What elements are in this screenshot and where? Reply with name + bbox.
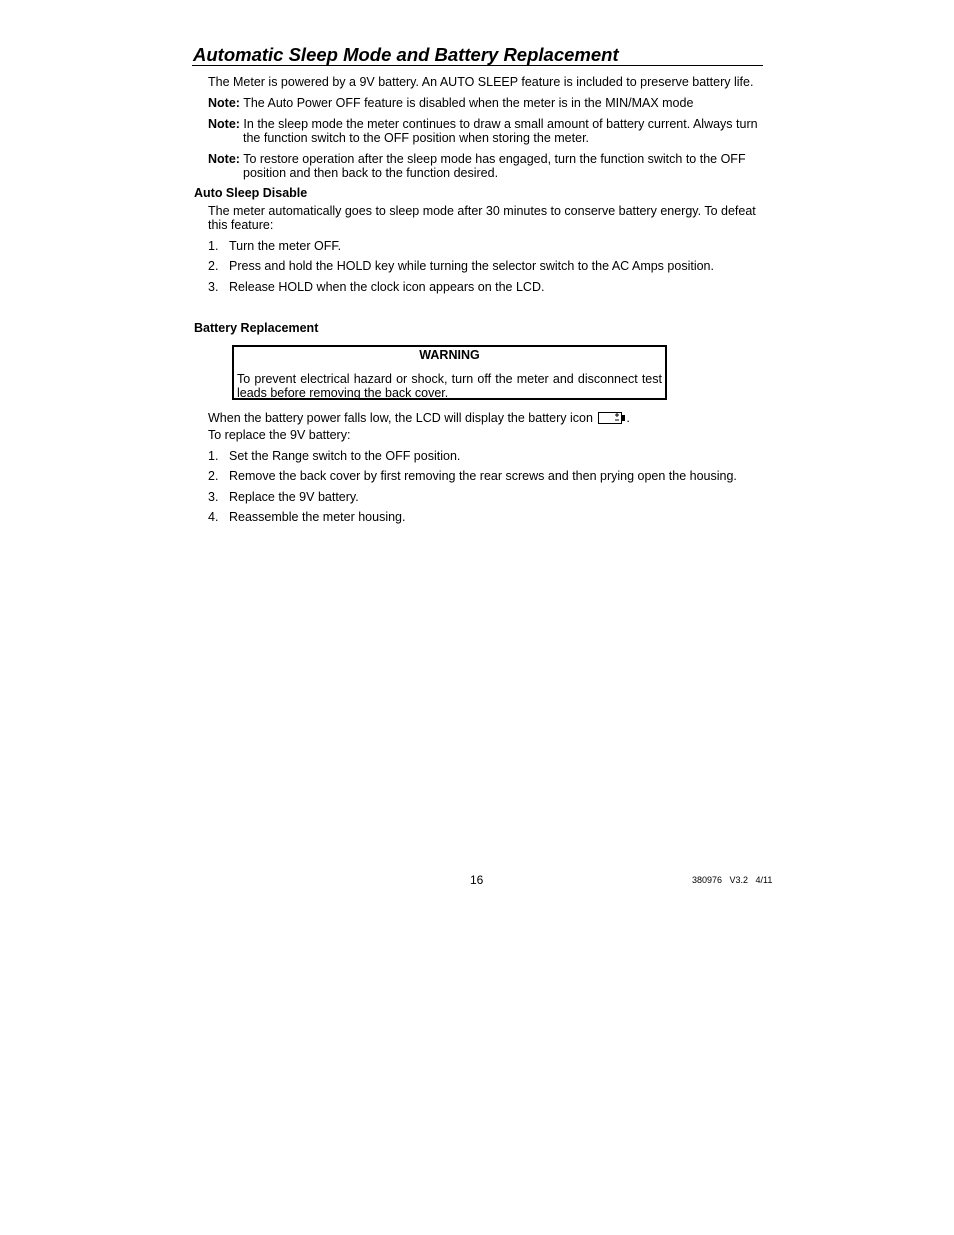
list-item	[208, 239, 768, 253]
list-item	[208, 469, 768, 483]
battery-low-text	[208, 411, 763, 428]
battery-low-end: .	[626, 411, 630, 425]
list-text: Set the Range switch to the OFF position.	[229, 449, 461, 463]
note-restore	[208, 152, 763, 180]
document-code: 380976 V3.2 4/11	[692, 875, 773, 885]
auto-sleep-heading: Auto Sleep Disable	[194, 186, 308, 200]
list-number: 4.	[208, 510, 219, 524]
list-text: Turn the meter OFF.	[229, 239, 342, 253]
note-text: In the sleep mode the meter continues to draw a small amount of battery current. Always turn the function switch to the OFF position when storing the meter.	[239, 117, 758, 145]
note-text: To restore operation after the sleep mode has engaged, turn the function switch to the OFF position and then back to the function desired.	[239, 152, 746, 180]
page-title: Automatic Sleep Mode and Battery Replacement	[193, 44, 619, 65]
battery-low-label: When the battery power falls low, the LCD will display the battery icon	[208, 411, 593, 425]
note-label: Note:	[208, 96, 240, 110]
note-sleep-current	[208, 117, 763, 145]
note-label: Note:	[208, 152, 240, 166]
intro-text: The Meter is powered by a 9V battery. An AUTO SLEEP feature is included to preserve battery life.	[208, 75, 754, 89]
battery-icon	[598, 411, 626, 428]
list-number: 1.	[208, 239, 219, 253]
list-item	[208, 449, 768, 463]
list-text: Press and hold the HOLD key while turning the selector switch to the AC Amps position.	[229, 259, 714, 273]
list-number: 2.	[208, 259, 219, 273]
note-label: Note:	[208, 117, 240, 131]
list-text: Reassemble the meter housing.	[229, 510, 406, 524]
auto-sleep-text: The meter automatically goes to sleep mode after 30 minutes to conserve battery energy. To defeat this feature:	[208, 204, 756, 232]
warning-text: To prevent electrical hazard or shock, turn off the meter and disconnect test leads before removing the back cover.	[237, 372, 662, 400]
replace-intro: To replace the 9V battery:	[208, 428, 351, 442]
page-number: 16	[470, 873, 484, 887]
note-auto-power	[208, 96, 763, 110]
list-number: 3.	[208, 280, 219, 294]
note-text: The Auto Power OFF feature is disabled when the meter is in the MIN/MAX mode	[239, 96, 694, 110]
list-text: Remove the back cover by first removing the rear screws and then prying open the housing.	[229, 469, 737, 483]
battery-heading: Battery Replacement	[194, 321, 319, 335]
list-item	[208, 490, 768, 504]
list-item	[208, 280, 768, 294]
list-number: 1.	[208, 449, 219, 463]
list-text: Replace the 9V battery.	[229, 490, 359, 504]
list-item	[208, 259, 768, 273]
warning-box	[232, 345, 667, 400]
list-text: Release HOLD when the clock icon appears on the LCD.	[229, 280, 545, 294]
list-number: 3.	[208, 490, 219, 504]
warning-title: WARNING	[419, 348, 480, 362]
list-number: 2.	[208, 469, 219, 483]
list-item	[208, 510, 768, 524]
title-rule	[192, 65, 763, 66]
